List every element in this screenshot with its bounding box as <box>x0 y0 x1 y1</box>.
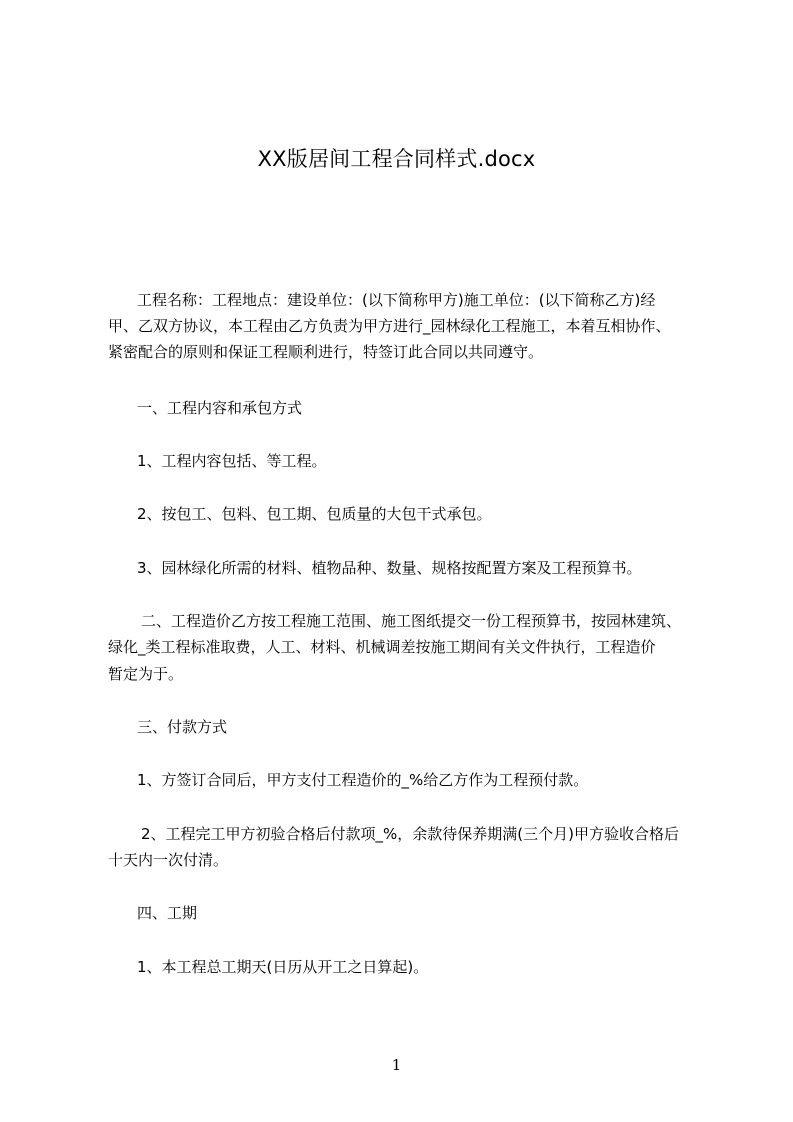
section-1-item-1: 1、工程内容包括、等工程。 <box>137 452 327 470</box>
section-3-item-2-line-2: 十天内一次付清。 <box>108 851 229 869</box>
section-1-item-2: 2、按包工、包料、包工期、包质量的大包干式承包。 <box>137 505 492 523</box>
section-3-item-2-line-1: 2、工程完工甲方初验合格后付款项_%，余款待保养期满(三个月)甲方验收合格后 <box>141 825 680 843</box>
section-2-line-1: 二、工程造价乙方按工程施工范围、施工图纸提交一份工程预算书，按园林建筑、 <box>141 612 682 630</box>
intro-line-2: 甲、乙双方协议，本工程由乙方负责为甲方进行_园林绿化工程施工，本着互相协作、 <box>108 317 671 335</box>
section-2-line-3: 暂定为于。 <box>108 665 184 683</box>
page-number: 1 <box>391 1056 402 1074</box>
document-title: XX版居间工程合同样式.docx <box>257 147 536 171</box>
section-heading-3: 三、付款方式 <box>137 718 228 736</box>
section-heading-4: 四、工期 <box>137 904 198 922</box>
section-3-item-1: 1、方签订合同后，甲方支付工程造价的_%给乙方作为工程预付款。 <box>137 771 589 789</box>
section-heading-1: 一、工程内容和承包方式 <box>137 399 303 417</box>
section-1-item-3: 3、园林绿化所需的材料、植物品种、数量、规格按配置方案及工程预算书。 <box>137 559 642 577</box>
intro-line-3: 紧密配合的原则和保证工程顺利进行，特签订此合同以共同遵守。 <box>108 343 544 361</box>
intro-line-1: 工程名称：工程地点：建设单位：(以下简称甲方)施工单位：(以下简称乙方)经 <box>137 291 656 309</box>
section-2-line-2: 绿化_类工程标准取费，人工、材料、机械调差按施工期间有关文件执行，工程造价 <box>108 638 656 656</box>
section-4-item-1: 1、本工程总工期天(日历从开工之日算起)。 <box>137 958 429 976</box>
